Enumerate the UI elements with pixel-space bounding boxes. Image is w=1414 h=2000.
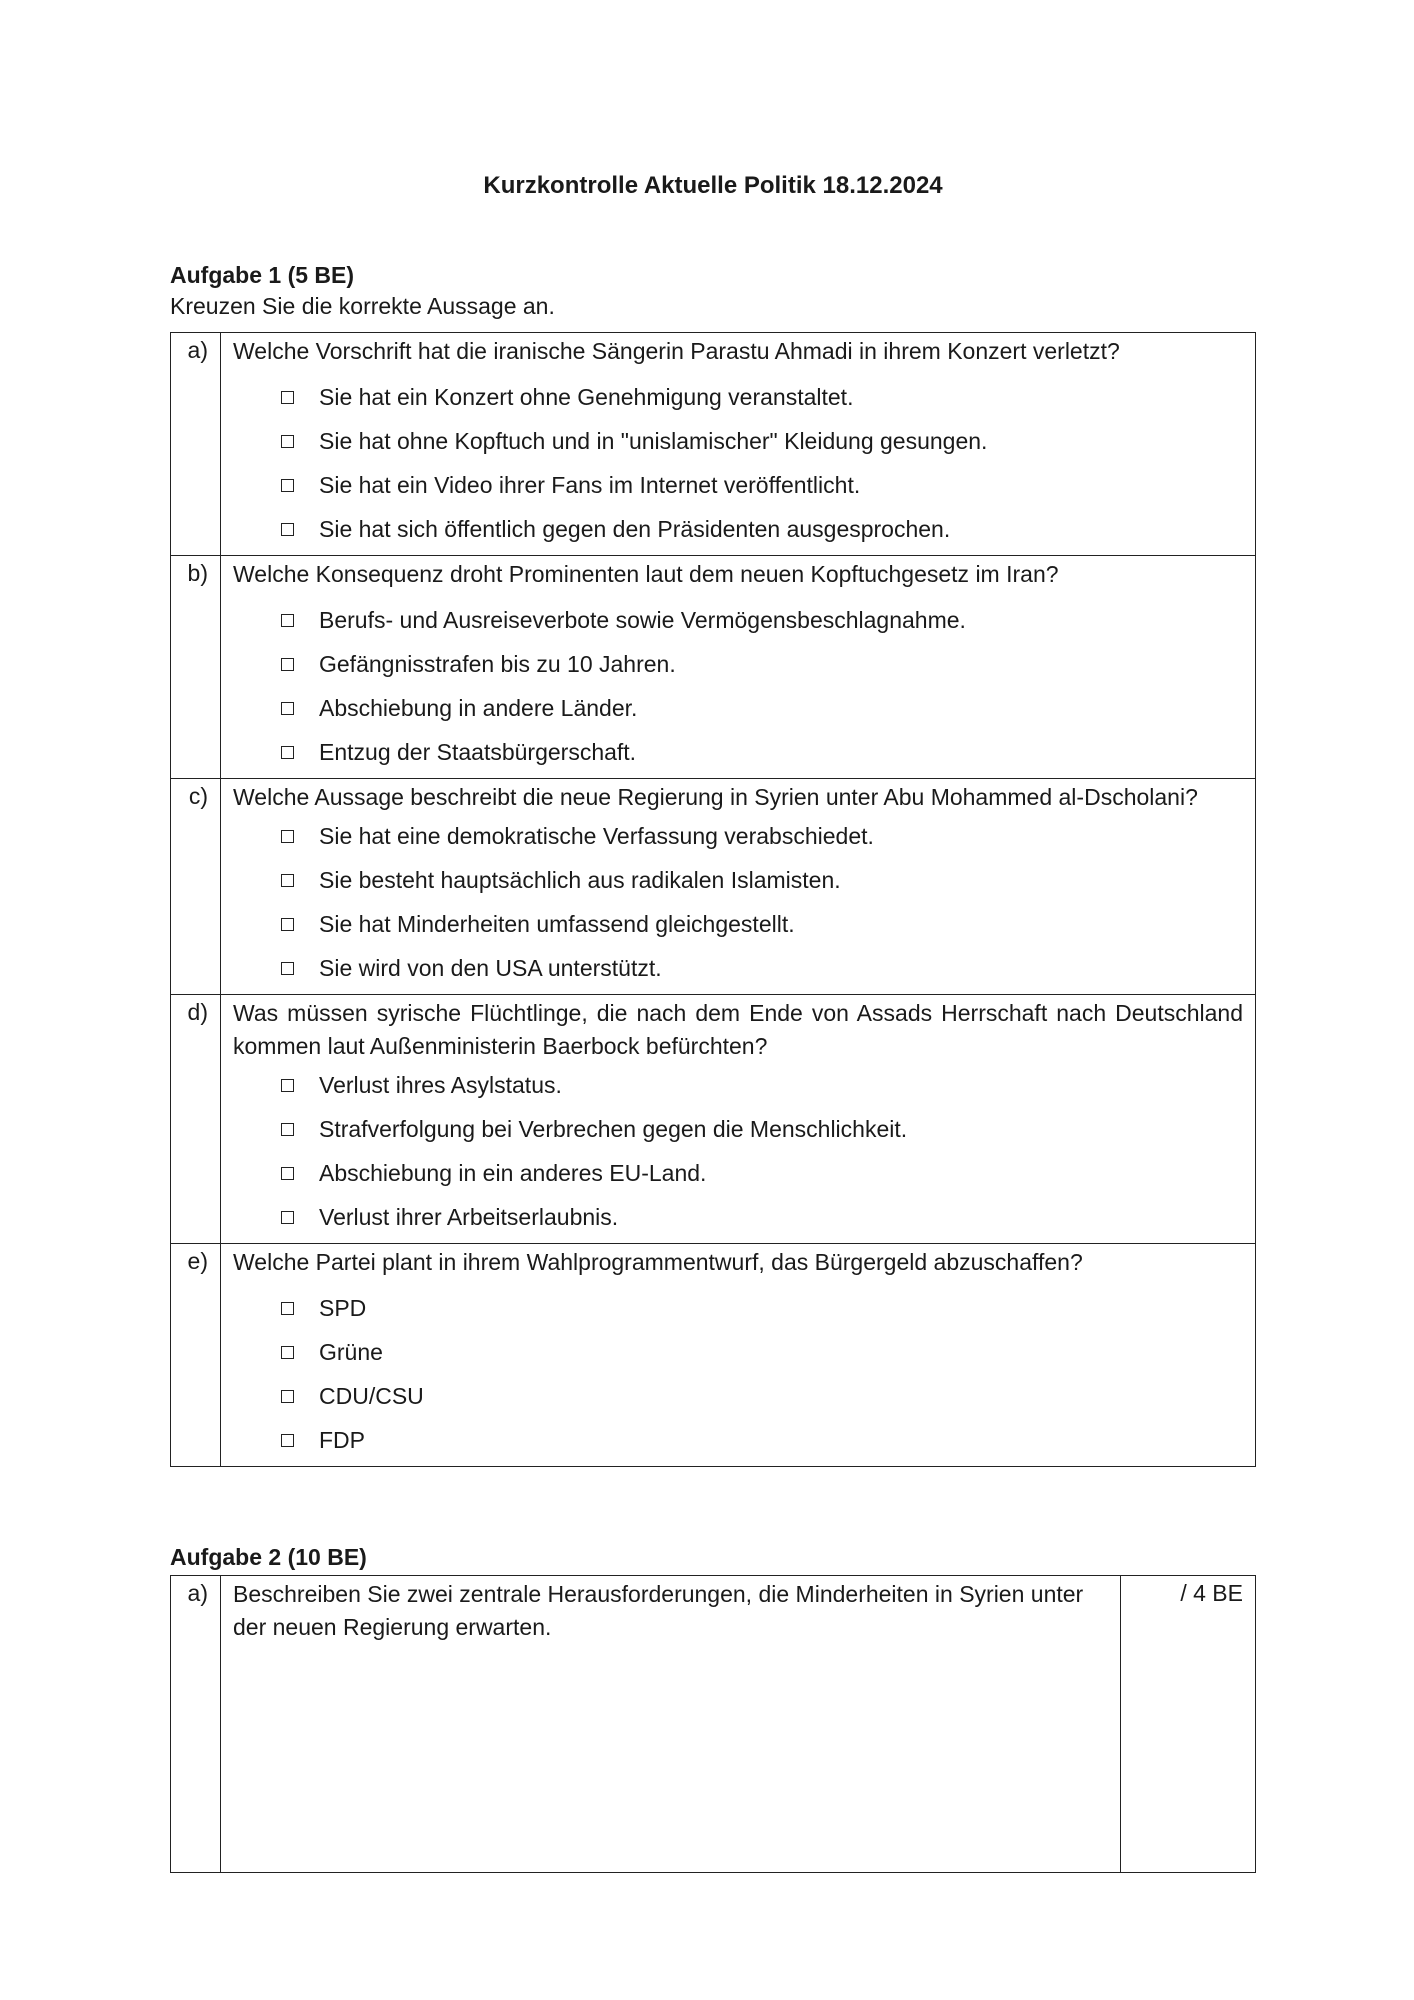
checkbox-icon[interactable]: [281, 523, 294, 536]
answer-option-label: Sie hat Minderheiten umfassend gleichgestellt.: [319, 910, 795, 937]
checkbox-icon[interactable]: [281, 1390, 294, 1403]
answer-option-label: Grüne: [319, 1338, 383, 1365]
question-letter: c): [171, 779, 221, 995]
answer-option-label: Sie hat ein Video ihrer Fans im Internet veröffentlicht.: [319, 471, 861, 498]
checkbox-icon[interactable]: [281, 830, 294, 843]
checkbox-icon[interactable]: [281, 391, 294, 404]
page-title: Kurzkontrolle Aktuelle Politik 18.12.2024: [483, 172, 943, 199]
answer-option-label: SPD: [319, 1294, 367, 1321]
checkbox-icon[interactable]: [281, 1346, 294, 1359]
question-row-a: [171, 333, 1256, 556]
checkbox-icon[interactable]: [281, 918, 294, 931]
answer-area[interactable]: [221, 1576, 1121, 1873]
answer-option-label: Abschiebung in ein anderes EU-Land.: [319, 1159, 707, 1186]
answer-option-label: Verlust ihrer Arbeitserlaubnis.: [319, 1203, 619, 1230]
question-text: Welche Vorschrift hat die iranische Sängerin Parastu Ahmadi in ihrem Konzert verletzt?: [233, 338, 1120, 364]
question-letter: a): [171, 1576, 221, 1873]
answer-option[interactable]: [281, 1063, 1243, 1107]
answer-option[interactable]: [281, 463, 1243, 507]
question-cell: [221, 556, 1256, 779]
answer-option[interactable]: [281, 858, 1243, 902]
answer-options: [233, 598, 1243, 774]
answer-options: [233, 1286, 1243, 1462]
answer-options: [233, 1063, 1243, 1239]
answer-options: [233, 375, 1243, 551]
answer-option[interactable]: [281, 1418, 1243, 1462]
answer-option-label: FDP: [319, 1426, 365, 1453]
question-row-d: [171, 995, 1256, 1244]
task1-instruction: Kreuzen Sie die korrekte Aussage an.: [170, 293, 555, 319]
checkbox-icon[interactable]: [281, 746, 294, 759]
checkbox-icon[interactable]: [281, 874, 294, 887]
checkbox-icon[interactable]: [281, 702, 294, 715]
question-row-e: [171, 1244, 1256, 1467]
answer-option-label: Berufs- und Ausreiseverbote sowie Vermögensbeschlagnahme.: [319, 606, 966, 633]
task2-heading: Aufgabe 2 (10 BE): [170, 1544, 367, 1570]
question-cell: [221, 995, 1256, 1244]
task2-question-row-a: [171, 1576, 1256, 1873]
checkbox-icon[interactable]: [281, 479, 294, 492]
question-cell: [221, 333, 1256, 556]
checkbox-icon[interactable]: [281, 1434, 294, 1447]
answer-option-label: Sie wird von den USA unterstützt.: [319, 954, 662, 981]
answer-option[interactable]: [281, 686, 1243, 730]
task1-question-table: [170, 332, 1256, 1467]
answer-option-label: Verlust ihres Asylstatus.: [319, 1071, 562, 1098]
points-cell: / 4 BE: [1121, 1576, 1256, 1873]
question-cell: [221, 779, 1256, 995]
checkbox-icon[interactable]: [281, 1211, 294, 1224]
question-cell: [221, 1244, 1256, 1467]
question-text: Was müssen syrische Flüchtlinge, die nach dem Ende von Assads Herrschaft nach Deutschland kommen laut Außenministerin Baerbock befürchten?: [233, 1000, 1243, 1059]
answer-option-label: Abschiebung in andere Länder.: [319, 694, 638, 721]
answer-option[interactable]: [281, 642, 1243, 686]
answer-option-label: CDU/CSU: [319, 1382, 424, 1409]
answer-option[interactable]: [281, 946, 1243, 990]
answer-option-label: Entzug der Staatsbürgerschaft.: [319, 738, 637, 765]
answer-option[interactable]: [281, 375, 1243, 419]
checkbox-icon[interactable]: [281, 962, 294, 975]
checkbox-icon[interactable]: [281, 1167, 294, 1180]
question-text: Welche Aussage beschreibt die neue Regierung in Syrien unter Abu Mohammed al-Dscholani?: [233, 784, 1198, 810]
task2-question-table: [170, 1575, 1256, 1873]
checkbox-icon[interactable]: [281, 435, 294, 448]
checkbox-icon[interactable]: [281, 658, 294, 671]
checkbox-icon[interactable]: [281, 614, 294, 627]
question-row-c: [171, 779, 1256, 995]
answer-option-label: Sie hat ein Konzert ohne Genehmigung veranstaltet.: [319, 383, 854, 410]
checkbox-icon[interactable]: [281, 1079, 294, 1092]
answer-option[interactable]: [281, 598, 1243, 642]
answer-option[interactable]: [281, 1107, 1243, 1151]
answer-option[interactable]: [281, 1330, 1243, 1374]
answer-option[interactable]: [281, 507, 1243, 551]
answer-option-label: Gefängnisstrafen bis zu 10 Jahren.: [319, 650, 676, 677]
task1-heading: Aufgabe 1 (5 BE): [170, 262, 355, 288]
question-row-b: [171, 556, 1256, 779]
question-text: Welche Partei plant in ihrem Wahlprogrammentwurf, das Bürgergeld abzuschaffen?: [233, 1249, 1083, 1275]
answer-option-label: Sie besteht hauptsächlich aus radikalen Islamisten.: [319, 866, 841, 893]
answer-option[interactable]: [281, 814, 1243, 858]
answer-option[interactable]: [281, 1286, 1243, 1330]
answer-option[interactable]: [281, 1374, 1243, 1418]
answer-option-label: Sie hat sich öffentlich gegen den Präsidenten ausgesprochen.: [319, 515, 951, 542]
question-letter: d): [171, 995, 221, 1244]
answer-option[interactable]: [281, 730, 1243, 774]
answer-options: [233, 814, 1243, 990]
answer-option[interactable]: [281, 1151, 1243, 1195]
question-letter: a): [171, 333, 221, 556]
answer-option[interactable]: [281, 419, 1243, 463]
question-letter: e): [171, 1244, 221, 1467]
question-text: Beschreiben Sie zwei zentrale Herausforderungen, die Minderheiten in Syrien unter der neuen Regierung erwarten.: [233, 1581, 1084, 1640]
question-text: Welche Konsequenz droht Prominenten laut dem neuen Kopftuchgesetz im Iran?: [233, 561, 1059, 587]
checkbox-icon[interactable]: [281, 1302, 294, 1315]
answer-option-label: Sie hat eine demokratische Verfassung verabschiedet.: [319, 822, 874, 849]
answer-option-label: Sie hat ohne Kopftuch und in "unislamischer" Kleidung gesungen.: [319, 427, 988, 454]
question-letter: b): [171, 556, 221, 779]
answer-option[interactable]: [281, 1195, 1243, 1239]
checkbox-icon[interactable]: [281, 1123, 294, 1136]
answer-option-label: Strafverfolgung bei Verbrechen gegen die Menschlichkeit.: [319, 1115, 908, 1142]
answer-option[interactable]: [281, 902, 1243, 946]
